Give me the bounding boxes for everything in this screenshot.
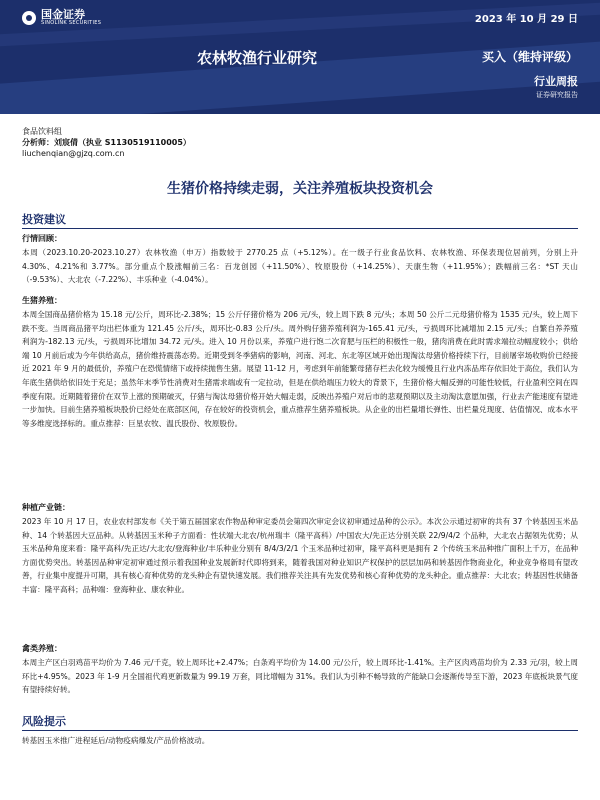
paragraph-pig: 本周全国商品猪价格为 15.18 元/公斤，周环比-2.38%；15 公斤仔猪价格为 206 元/头，较上周下跌 8 元/头；本周 50 公斤二元母猪价格为 1535 元/头，较上周下跌不变。当周商品猪平均出栏体重为 121.45 公斤/头，周环比-0.83 公斤/头。周外购仔猪养殖利润为-165.41 元/头，亏损周环比减增加 2.15 元/头；自繁自养养殖利润为-182.13 元/头，亏损周环比增加 34.72 元/头。进入 10 月份以来，养殖户进行饱二次育肥与压栏的积极性一般，猪肉消费在此时需求端拉动幅度较小；供给端 10 月前后或为今年供给高点，猪价维持震荡态势。近期受到冬季猪病的影响，河南、河北、东北等区域开始出现淘汰母猪价格持续下行，目前屠宰场收购价已经接近 2021 年 9 月的最低价，养殖户在恐慌情绪下或持续抛售生猪。展望 11-12 月，考虑到年前能繁母猪存栏去化较为缓慢且行业内冻品库存依旧处于高位，我们认为年底生猪供给依旧处于充足；虽然年末季节性消费对生猪需求端或有一定拉动，但是在供给端压力较大的背景下，生猪价格大幅反弹的可能性较低，行业盈利空间在四季度有限。近期随着猪价在双节上涨的预期破灭，仔猪与淘汰母猪价格开始大幅走弱，反映出养殖户对后市的悲观预期以及主动淘汰意愿加强，行业去产能速度有望进一步加快。目前生猪养殖板块股价已经处在底部区间，存在较好的投资机会，重点推荐生猪养殖板块。从企业的出栏量增长弹性、出栏量兑现度、估值情况、成本水平等多维度选择标的。重点推荐：巨星农牧、温氏股份、牧原股份。 — [22, 310, 578, 428]
section-heading-investment: 投资建议 — [22, 213, 66, 226]
report-header — [0, 0, 600, 114]
logo-text-cn: 国金证券 — [41, 8, 85, 21]
subheading-market: 行情回顾： — [22, 234, 62, 243]
rating-badge: 买入（维持评级） — [481, 50, 578, 64]
subheading-poultry: 禽类养殖： — [22, 644, 62, 653]
industry-title: 农林牧渔行业研究 — [197, 49, 318, 67]
report-title: 生猪价格持续走弱，关注养殖板块投资机会 — [167, 181, 433, 197]
analyst-name: 分析师：刘宸倩（执业 S1130519110005） — [22, 138, 191, 147]
analyst-info — [22, 126, 191, 159]
analyst-email: liuchenqian@gjzq.com.cn — [22, 149, 125, 158]
paragraph-market: 本周（2023.10.20-2023.10.27）农林牧渔（申万）指数较于 2770.25 点（+5.12%）。在一级子行业食品饮料、农林牧渔、环保表现位居前列，分别上升 4.30%、4.21%和 3.77%。部分重点个股涨幅前三名：百龙创园（+11.50%）、牧原股份（+14.25%）、天康生物（+11.95%）；跌幅前三名：*ST 天山（-9.53%）、大北农（-7.22%）、丰乐种业（-4.04%）。 — [22, 248, 578, 285]
team-name: 食品饮料组 — [22, 127, 62, 136]
logo-icon — [22, 11, 36, 25]
report-category: 证券研究报告 — [536, 91, 578, 99]
paragraph-seed: 2023 年 10 月 17 日，农业农村部发布《关于第五届国家农作物品种审定委员会第四次审定会议初审通过品种的公示》。本次公示通过初审的共有 37 个转基因玉米品种、14 个转基因大豆品种。从转基因玉米种子方面看：性状端大北农/杭州瑞丰（隆平高科）/中国农大/先正达分别关联 22/9/4/2 个品种，大北农占据领先优势；从玉米品种角度来看：隆平高科/先正达/大北农/登海种业/丰乐种业分别有 8/4/3/2/1 个玉米品种过初审，隆平高科更是拥有 2 个传统玉米品种推广面积上千万，在品种方面优势突出。转基因品种审定初审通过预示着我国种业发展新时代即将到来，随着我国对种业知识产权保护的层层加码和转基因作物商业化，种业竞争格局有望改善，行业集中度提升可期，具有核心育种优势的龙头种企有望快速发展。我们推荐关注具有先发优势和核心育种优势的龙头种企。重点推荐：大北农；转基因性状储备丰富：隆平高科；品种端：登海种业、康农种业。 — [22, 517, 578, 594]
section-divider — [22, 730, 578, 731]
paragraph-poultry: 本周主产区白羽鸡苗平均价为 7.46 元/千克，较上周环比+2.47%；白条鸡平均价为 14.00 元/公斤，较上周环比-1.41%。主产区肉鸡苗均价为 2.33 元/羽，较上周环比+4.95%。2023 年 1-9 月全国祖代鸡更新数量为 99.19 万套，同比增幅为 31%。我们认为引种不畅导致的产能缺口会逐渐传导至下游，2023 年底板块景气度有望持续好转。 — [22, 658, 578, 695]
subheading-seed: 种植产业链： — [22, 503, 70, 512]
subheading-pig: 生猪养殖： — [22, 296, 62, 305]
logo-text-en: SINOLINK SECURITIES — [41, 20, 102, 26]
company-logo — [22, 9, 101, 26]
paragraph-risk: 转基因玉米推广进程延后/动物疫病爆发/产品价格波动。 — [22, 736, 210, 745]
section-divider — [22, 228, 578, 229]
report-type: 行业周报 — [534, 75, 578, 88]
report-date: 2023 年 10 月 29 日 — [474, 14, 578, 25]
section-heading-risk: 风险提示 — [22, 715, 66, 728]
